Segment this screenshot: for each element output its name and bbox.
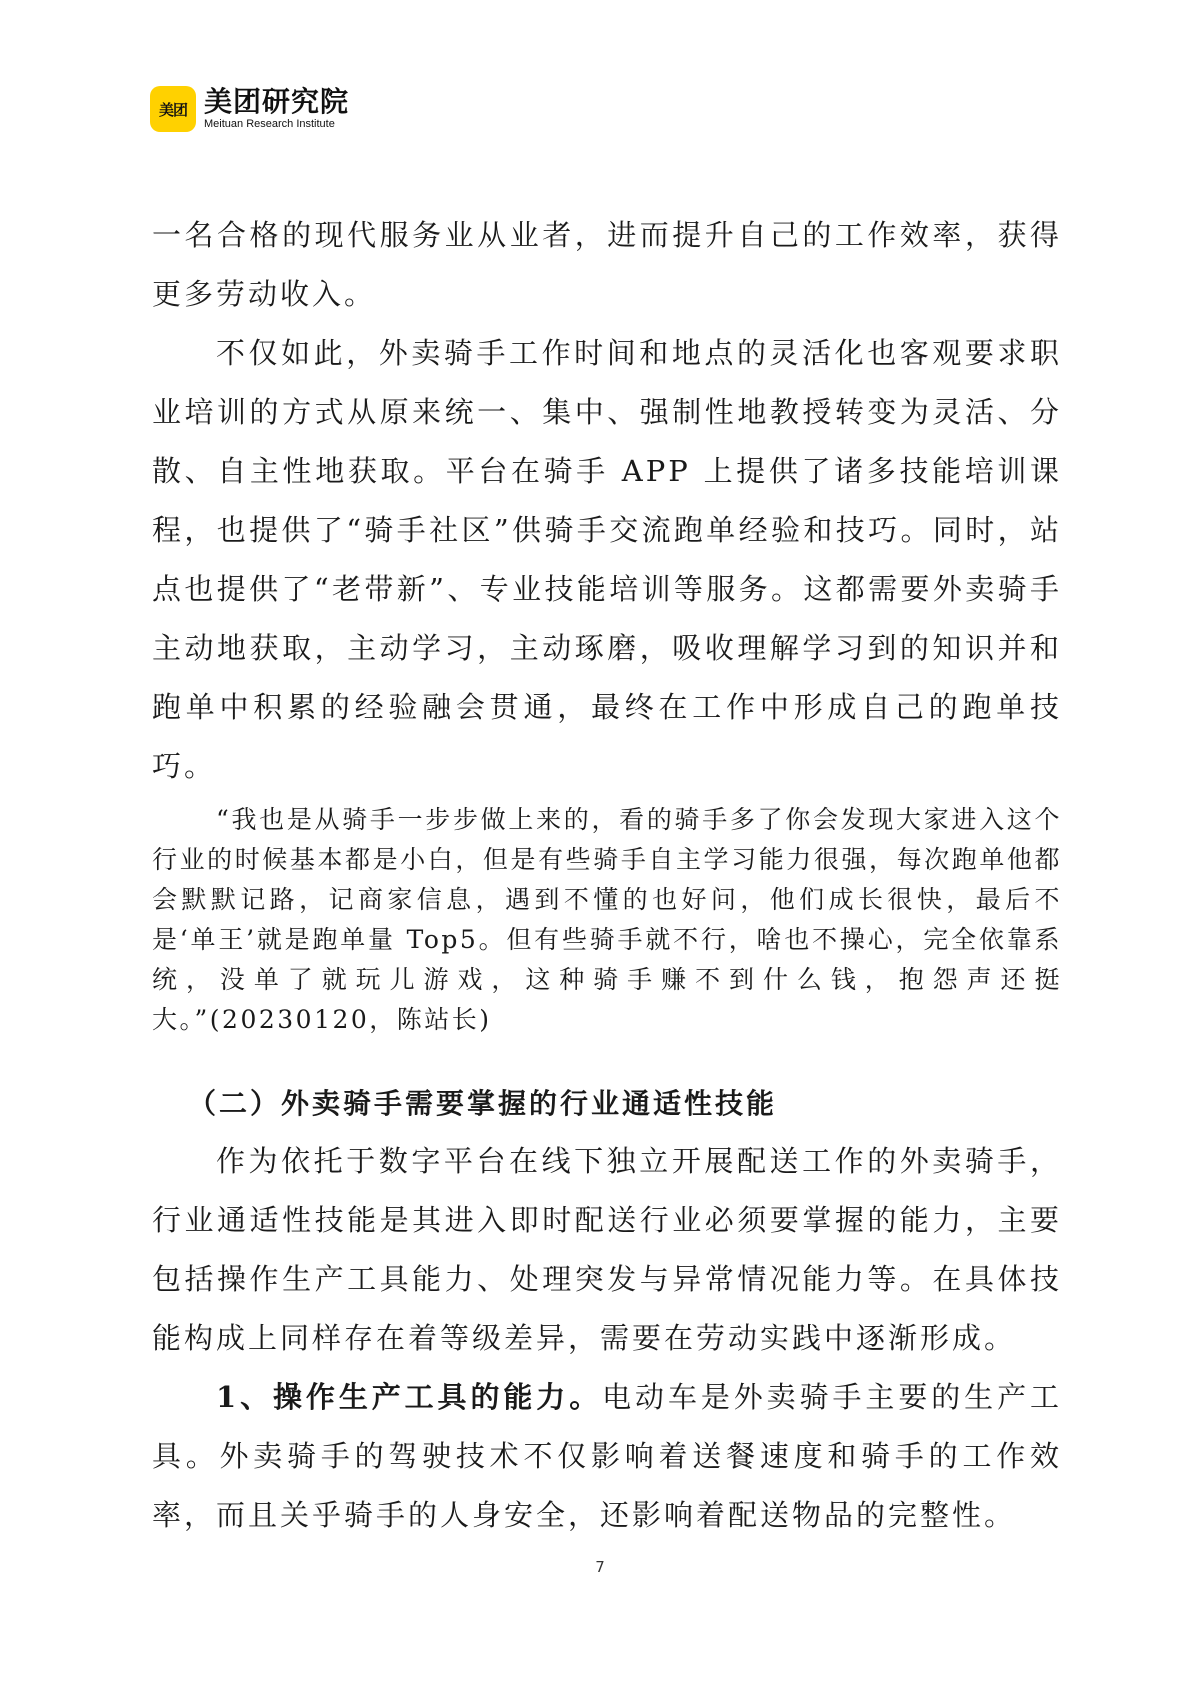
paragraph-tool-operation [152, 1368, 1062, 1545]
logo-badge: 美团 [150, 86, 196, 132]
tool-operation-text: 电动车是外卖骑手主要的生产工具。外卖骑手的驾驶技术不仅影响着送餐速度和骑手的工作效率，而且关乎骑手的人身安全，还影响着配送物品的完整性。 [152, 1380, 1062, 1532]
section-heading-text: （二）外卖骑手需要掌握的行业通适性技能 [188, 1087, 778, 1120]
interview-quote: “我也是从骑手一步步做上来的，看的骑手多了你会发现大家进入这个行业的时候基本都是小白，但是有些骑手自主学习能力很强，每次跑单他都会默默记路，记商家信息，遇到不懂的也好问，他们成长很快，最后不是‘单王’就是跑单量 Top5。但有些骑手就不行，啥也不操心，完全依靠系统，没单了就玩儿游戏，这种骑手赚不到什么钱，抱怨声还挺大。”(20230120，陈站长) [152, 805, 1062, 1034]
paragraph-general-skills: 作为依托于数字平台在线下独立开展配送工作的外卖骑手，行业通适性技能是其进入即时配送行业必须要掌握的能力，主要包括操作生产工具能力、处理突发与异常情况能力等。在具体技能构成上同样存在着等级差异，需要在劳动实践中逐渐形成。 [152, 1144, 1062, 1355]
meituan-logo [150, 86, 349, 132]
section-heading [152, 1076, 1062, 1132]
logo-text [204, 87, 349, 131]
logo-name-cn: 美团研究院 [204, 85, 350, 118]
tool-operation-lead: 1、操作生产工具的能力。 [216, 1380, 603, 1414]
document-body [152, 206, 1062, 1545]
page-number: 7 [595, 1558, 605, 1576]
paragraph-training-methods: 不仅如此，外卖骑手工作时间和地点的灵活化也客观要求职业培训的方式从原来统一、集中、强制性地教授转变为灵活、分散、自主性地获取。平台在骑手 APP 上提供了诸多技能培训课程，也提供了“骑手社区”供骑手交流跑单经验和技巧。同时，站点也提供了“老带新”、专业技能培训等服务。这都需要外卖骑手主动地获取，主动学习，主动琢磨，吸收理解学习到的知识并和跑单中积累的经验融会贯通，最终在工作中形成自己的跑单技巧。 [152, 336, 1062, 783]
logo-name-en: Meituan Research Institute [204, 118, 335, 130]
paragraph-continuation: 一名合格的现代服务业从业者，进而提升自己的工作效率，获得更多劳动收入。 [152, 218, 1062, 311]
